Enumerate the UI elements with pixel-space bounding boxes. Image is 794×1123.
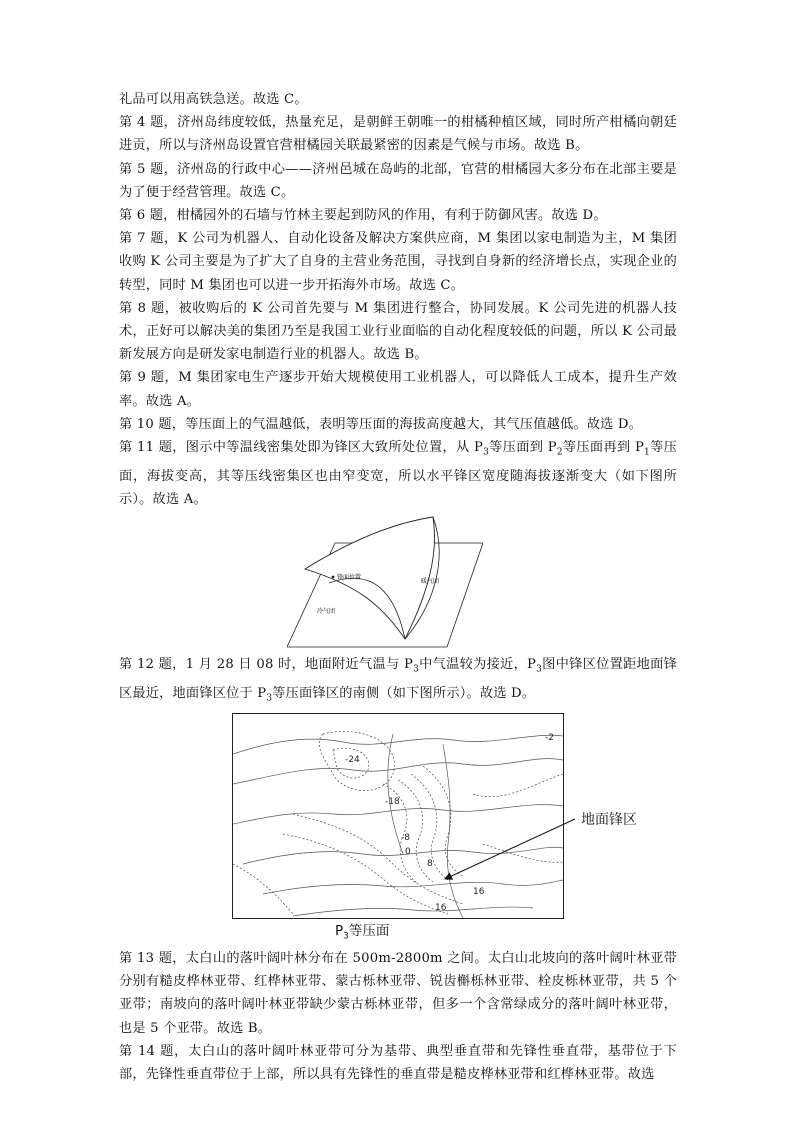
paragraph-answer-7: 第 7 题，K 公司为机器人、自动化设备及解决方案供应商，M 集团以家电制造为主，M 集团收购 K 公司主要是为了扩大了自身的主营业务范围，寻找到自身新的经济增长点，实现企业的转型，同时 M 集团也可以进一步开拓海外市场。故选 C。 xyxy=(119,231,677,293)
contour-label: 16 xyxy=(435,902,447,913)
contour-label: -8 xyxy=(401,832,410,843)
paragraph-answer-12: 第 12 题，1 月 28 日 08 时，地面附近气温与 $P_3$中气温较为接近，$P_3$图中锋区位置距地面锋区最近，地面锋区位于 $P_3$等压面锋区的南侧（如下图所示）。故选 D。 xyxy=(119,657,678,704)
contour-label: -2 xyxy=(545,732,554,743)
paragraph-answer-13: 第 13 题，太白山的落叶阔叶林分布在 500m-2800m 之间。太白山北坡向的落叶阔叶林亚带分别有糙皮桦林亚带、红桦林亚带、蒙古栎林亚带、锐齿槲栎林亚带、栓皮栎林亚带，共 5 个亚带；南坡向的落叶阔叶林亚带缺少蒙古栎林亚带，但多一个含常绿成分的落叶阔叶林亚带，也是 5 个亚带。故选 B。 xyxy=(119,950,677,1036)
contour-label: 0 xyxy=(405,846,411,857)
paragraph-answer-8: 第 8 题，被收购后的 K 公司首先要与 M 集团进行整合，协同发展。K 公司先进的机器人技术，正好可以解决美的集团乃至是我国工业行业面临的自动化程度较低的问题，所以 K 公司最新发展方向是研发家电制造行业的机器人。故选 B。 xyxy=(119,300,677,363)
paragraph-answer-11: 第 11 题，图示中等温线密集处即为锋区大致所处位置，从 $P_3$等压面到 $P_2$等压面再到 $P_1$等压面，海拔变高，其等压线密集区也由窄变宽，所以水平锋区宽度随海拔逐渐变大（如下图所示）。故选 A。 xyxy=(119,440,677,508)
contour-label: -18 xyxy=(385,796,400,807)
frontal-surface-diagram xyxy=(287,515,483,649)
front-position-label: 锋面位置 xyxy=(337,574,362,582)
warm-air-mass-label: 暖气团 xyxy=(421,578,440,586)
map-caption: $P_3$等压面 xyxy=(335,922,390,942)
isobaric-surface-map-figure xyxy=(119,711,677,947)
paragraph-answer-6: 第 6 题，柑橘园外的石墙与竹林主要起到防风的作用，有利于防御风害。故选 D。 xyxy=(119,208,607,224)
front-arrow xyxy=(119,711,677,947)
contour-label: 8 xyxy=(427,858,433,869)
document-page xyxy=(119,88,677,1086)
paragraph-answer-10: 第 10 题，等压面上的气温越低，表明等压面的海拔高度越大，其气压值越低。故选 D。 xyxy=(119,416,643,432)
surface-front-label: 地面锋区 xyxy=(581,811,637,828)
paragraph-answer-4: 第 4 题，济州岛纬度较低，热量充足，是朝鲜王朝唯一的柑橘种植区域，同时所产柑橘向朝廷进贡，所以与济州岛设置官营柑橘园关联最紧密的因素是气候与市场。故选 B。 xyxy=(119,115,677,154)
cold-air-mass-label: 冷气团 xyxy=(317,608,336,616)
paragraph-answer-9: 第 9 题，M 集团家电生产逐步开始大规模使用工业机器人，可以降低人工成本，提升生产效率。故选 A。 xyxy=(119,370,677,409)
paragraph-answer-5: 第 5 题，济州岛的行政中心——济州邑城在岛屿的北部，官营的柑橘园大多分布在北部主要是为了便于经营管理。故选 C。 xyxy=(119,161,677,200)
paragraph-answer-14: 第 14 题，太白山的落叶阔叶林亚带可分为基带、典型垂直带和先锋性垂直带，基带位于下部，先锋性垂直带位于上部，所以具有先锋性的垂直带是糙皮桦林亚带和红桦林亚带。故选 xyxy=(119,1043,677,1082)
contour-label: 16 xyxy=(473,886,485,897)
paragraph-answer-3-end: 礼品可以用高铁急送。故选 C。 xyxy=(119,92,308,107)
contour-label: -24 xyxy=(345,754,360,765)
